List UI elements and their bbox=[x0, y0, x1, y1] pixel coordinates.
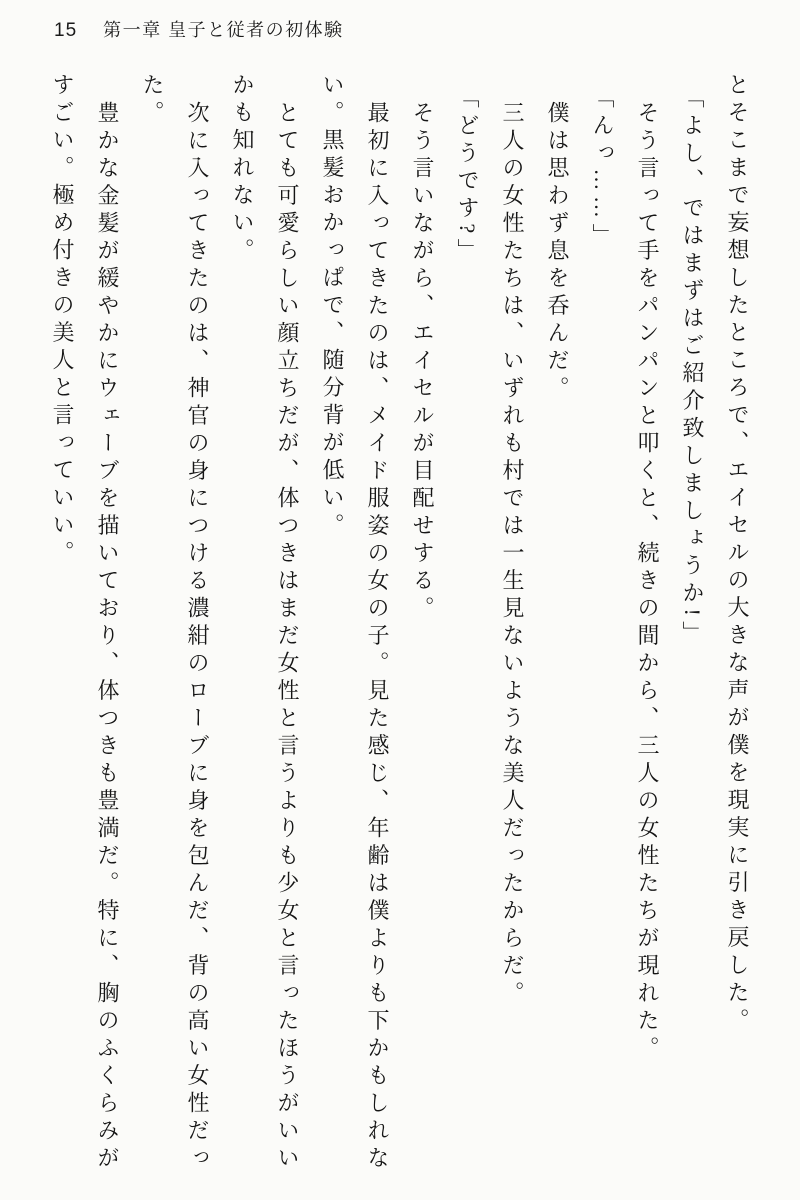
paragraph-2: 「よし、ではまずはご紹介致しましょうか!」 bbox=[680, 86, 705, 649]
paragraph-4: 「んっ……」 bbox=[590, 86, 615, 251]
paragraph-6: 三人の女性たちは、いずれも村では一生見ないような美人だったからだ。 bbox=[500, 101, 525, 1009]
paragraph-9: 最初に入ってきたのは、メイド服姿の女の子。見た感じ、年齢は僕よりも下かもしれない。黒髪おかっぱで、随分背が低い。 bbox=[320, 73, 390, 1174]
page-number: 15 bbox=[54, 20, 78, 41]
chapter-title: 第一章 皇子と従者の初体験 bbox=[103, 20, 344, 40]
paragraph-5: 僕は思わず息を呑んだ。 bbox=[545, 101, 570, 404]
paragraph-10: とても可愛らしい顔立ちだが、体つきはまだ女性と言うよりも少女と言ったほうがいいかも知れない。 bbox=[230, 73, 300, 1174]
paragraph-7: 「どうです?」 bbox=[455, 86, 480, 267]
paragraph-1: とそこまで妄想したところで、エイセルの大きな声が僕を現実に引き戻した。 bbox=[725, 73, 750, 1036]
paragraph-8: そう言いながら、エイセルが目配せする。 bbox=[410, 101, 435, 624]
page-header bbox=[54, 16, 344, 42]
paragraph-11: 次に入ってきたのは、神官の身につける濃紺のローブに身を包んだ、背の高い女性だった。 bbox=[140, 73, 210, 1174]
paragraph-3: そう言って手をパンパンと叩くと、続きの間から、三人の女性たちが現れた。 bbox=[635, 101, 660, 1064]
body-text bbox=[40, 73, 760, 1179]
paragraph-12: 豊かな金髪が緩やかにウェーブを描いており、体つきも豊満だ。特に、胸のふくらみがすごい。極め付きの美人と言っていい。 bbox=[50, 73, 120, 1174]
